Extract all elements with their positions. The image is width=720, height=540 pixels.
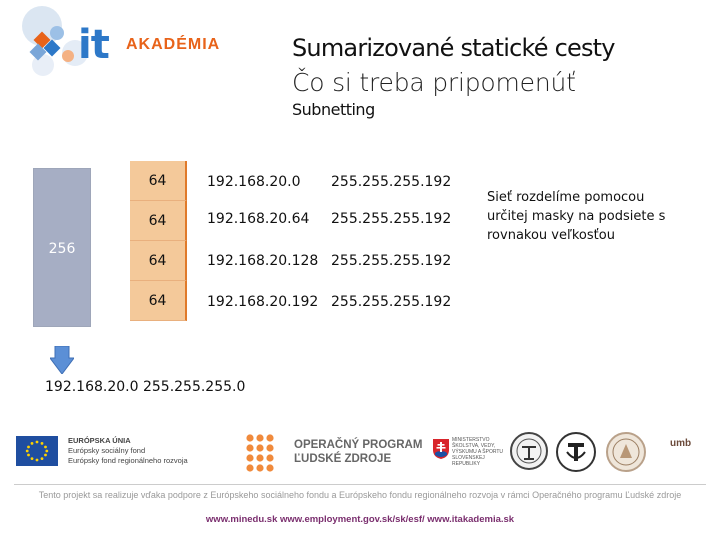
subnet-mask: 255.255.255.192 xyxy=(331,253,452,269)
section-heading: Subnetting xyxy=(292,100,375,119)
subnet-size: 64 xyxy=(148,253,167,269)
subnet-network: 192.168.20.128 xyxy=(207,253,319,269)
footer xyxy=(0,426,720,540)
eu-flag-icon xyxy=(16,436,58,466)
address-block-label: 256 xyxy=(48,241,76,257)
subnet-size: 64 xyxy=(148,293,167,309)
umb-logo: umb xyxy=(670,438,692,449)
subnet-network: 192.168.20.0 xyxy=(207,174,301,190)
subnet-cell-1 xyxy=(130,161,187,201)
subnet-network: 192.168.20.192 xyxy=(207,294,319,310)
eu-text-line: Európsky fond regionálneho rozvoja xyxy=(68,456,188,465)
eu-text xyxy=(68,436,188,466)
op-text-line: ĽUDSKÉ ZDROJE xyxy=(294,453,392,465)
op-text xyxy=(294,438,422,466)
footer-divider xyxy=(14,484,706,485)
ministry-text-line: SLOVENSKEJ REPUBLIKY xyxy=(452,455,485,467)
subnet-mask: 255.255.255.192 xyxy=(331,174,452,190)
eu-text-line: EURÓPSKA ÚNIA xyxy=(68,436,131,445)
ministry-text xyxy=(452,437,506,467)
logo-it-text: it xyxy=(78,22,109,68)
explanation-note: Sieť rozdelíme pomocou určitej masky na podsiete s rovnakou veľkosťou xyxy=(487,190,666,243)
subnet-network: 192.168.20.64 xyxy=(207,211,310,227)
eu-text-line: Európsky sociálny fond xyxy=(68,446,146,455)
subnet-cell-3 xyxy=(130,241,187,281)
footer-links[interactable]: www.minedu.sk www.employment.gov.sk/sk/esf/ www.itakademia.sk xyxy=(205,514,515,525)
it-akademia-logo xyxy=(14,6,221,86)
subnet-size: 64 xyxy=(148,213,167,229)
subnet-cell-2 xyxy=(130,201,187,241)
page-subtitle: Čo si treba pripomenúť xyxy=(292,68,576,97)
page-title: Sumarizované statické cesty xyxy=(292,34,615,62)
subnet-mask: 255.255.255.192 xyxy=(331,211,452,227)
ministry-text-line: VÝSKUMU A ŠPORTU xyxy=(452,449,504,455)
ministry-text-line: ŠKOLSTVA, VEDY, xyxy=(452,443,496,449)
slovak-crest-icon xyxy=(432,438,450,460)
subnet-cell-4 xyxy=(130,281,187,321)
ministry-text-line: MINISTERSTVO xyxy=(452,437,490,443)
op-lz-logo xyxy=(244,432,284,472)
subnet-size: 64 xyxy=(148,173,167,189)
footer-note: Tento projekt sa realizuje vďaka podpore z Európskeho sociálneho fondu a Európskeho fondu regionálneho rozvoja v rámci Operačného programu Ľudské zdroje xyxy=(38,490,682,500)
logo-akademia-text: AKADÉMIA xyxy=(126,36,221,53)
university-seal-icon xyxy=(556,432,596,472)
address-block-256 xyxy=(33,168,91,327)
university-seal-icon xyxy=(510,432,548,470)
subnet-column xyxy=(130,161,187,321)
subnet-mask: 255.255.255.192 xyxy=(331,294,452,310)
summary-route: 192.168.20.0 255.255.255.0 xyxy=(45,379,246,395)
op-text-line: OPERAČNÝ PROGRAM xyxy=(294,439,423,451)
arrow-down-icon xyxy=(50,346,74,374)
university-seal-icon xyxy=(606,432,646,472)
